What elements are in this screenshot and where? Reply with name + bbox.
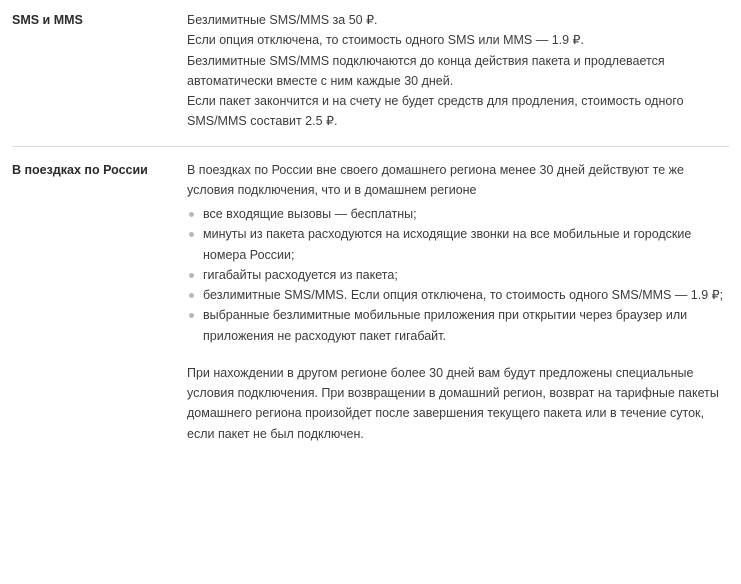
list-item-label: выбранные безлимитные мобильные приложения при открытии через браузер или приложения не расходуют пакет гигабайт. (203, 308, 688, 343)
sms-renewal-line: Безлимитные SMS/MMS подключаются до конца действия пакета и продлевается автоматически вместе с ним каждые 30 дней. (187, 53, 665, 88)
list-item-label: все входящие вызовы — бесплатны; (203, 207, 417, 221)
section-travel-russia (12, 147, 729, 444)
list-item (187, 204, 729, 224)
travel-outro-text: При нахождении в другом регионе более 30 дней вам будут предложены специальные условия подключения. При возвращении в домашний регион, возврат на тарифные пакеты домашнего региона произойдет после завершения текущего пакета или в течение суток, если пакет не был подключен. (187, 365, 719, 441)
list-item-label: минуты из пакета расходуются на исходящие звонки на все мобильные и городские номера России; (203, 227, 692, 262)
list-item (187, 285, 729, 305)
list-item (187, 305, 729, 346)
bullet-dot-icon (189, 293, 194, 298)
bullet-dot-icon (189, 232, 194, 237)
travel-conditions-list (187, 204, 729, 346)
bullet-dot-icon (189, 273, 194, 278)
bullet-dot-icon (189, 313, 194, 318)
section-label-sms-mms: SMS и MMS (12, 13, 83, 27)
list-item (187, 265, 729, 285)
section-body-travel-russia (187, 160, 729, 444)
travel-intro-text: В поездках по России вне своего домашнего региона менее 30 дней действуют те же условия подключения, что и в домашнем регионе (187, 162, 684, 197)
section-label-travel-russia: В поездках по России (12, 162, 148, 177)
list-item-label: безлимитные SMS/MMS. Если опция отключена, то стоимость одного SMS/MMS — 1.9 ₽; (203, 288, 724, 302)
sms-price-line: Безлимитные SMS/MMS за 50 ₽. (187, 13, 378, 27)
bullet-dot-icon (189, 212, 194, 217)
sms-option-off-line: Если опция отключена, то стоимость одного SMS или MMS — 1.9 ₽. (187, 33, 584, 48)
list-item (187, 224, 729, 265)
section-sms-mms (12, 10, 729, 146)
section-body-sms-mms (187, 10, 729, 132)
list-item-label: гигабайты расходуется из пакета; (203, 267, 398, 282)
sms-no-funds-line: Если пакет закончится и на счету не будет средств для продления, стоимость одного SMS/MMS составит 2.5 ₽. (187, 94, 684, 129)
